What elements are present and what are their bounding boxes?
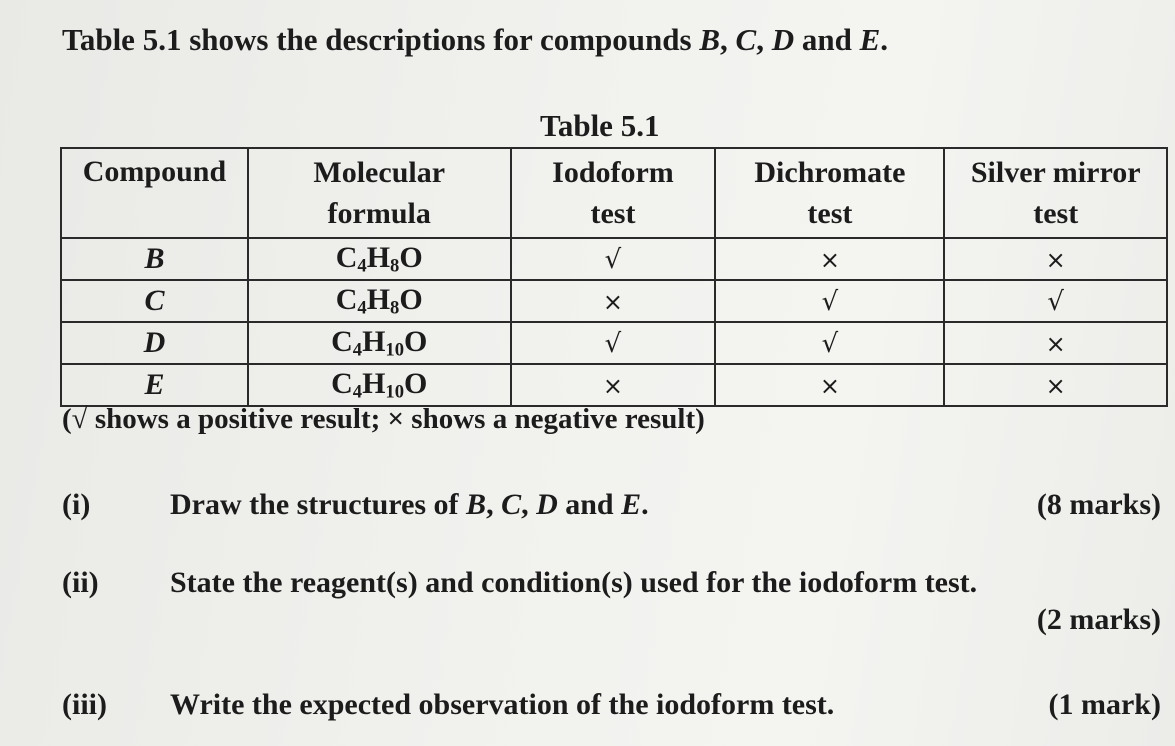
cell-compound: E <box>61 364 248 406</box>
separator: and <box>794 22 860 57</box>
cell-iodoform <box>511 238 716 280</box>
header-label: test <box>1033 197 1079 230</box>
question-text-part: Draw the structures of <box>170 488 467 521</box>
formula-subscript: 8 <box>390 255 400 277</box>
cell-formula <box>248 322 511 364</box>
compound-ref: B <box>699 22 721 57</box>
formula-subscript: 4 <box>357 255 367 277</box>
header-label: Iodoform <box>552 156 674 189</box>
table-title: Table 5.1 <box>540 108 660 143</box>
table-header-row <box>61 148 1167 238</box>
formula-part: C <box>331 324 353 358</box>
negative-cross-icon: × <box>1045 330 1066 358</box>
formula-subscript: 8 <box>390 297 400 319</box>
header-label: test <box>807 197 853 230</box>
table-row <box>61 238 1167 280</box>
positive-check-icon: √ <box>821 329 839 359</box>
negative-cross-icon: × <box>819 372 840 400</box>
question-number: (ii) <box>62 566 99 599</box>
header-label: Dichromate <box>754 156 906 189</box>
formula-subscript: 4 <box>357 297 367 319</box>
positive-check-icon: √ <box>1047 287 1064 317</box>
cell-silver-mirror <box>944 322 1167 364</box>
formula-part: C <box>335 240 358 274</box>
formula-part: H <box>362 324 386 358</box>
negative-cross-icon: × <box>1045 372 1066 400</box>
positive-check-icon: √ <box>604 245 622 275</box>
cell-silver-mirror <box>944 364 1167 406</box>
formula-subscript: 10 <box>385 381 404 403</box>
cell-formula <box>248 238 511 280</box>
cell-silver-mirror <box>944 238 1167 280</box>
formula-subscript: 10 <box>385 339 404 361</box>
intro-sentence <box>62 22 888 58</box>
intro-text: Table 5.1 shows the descriptions for compounds <box>62 22 700 57</box>
cell-dichromate <box>715 322 944 364</box>
cell-iodoform <box>511 322 716 364</box>
separator: and <box>557 488 622 521</box>
formula-part: C <box>331 366 353 400</box>
formula-part: O <box>399 282 423 316</box>
cell-compound: D <box>61 322 248 364</box>
header-label: Molecular <box>313 156 446 189</box>
separator: , <box>720 22 736 57</box>
formula-part: H <box>366 282 391 316</box>
compound-ref: C <box>501 488 522 521</box>
compound-table <box>60 147 1168 407</box>
separator: , <box>521 488 537 521</box>
cell-iodoform <box>511 280 716 322</box>
table-row <box>61 364 1167 406</box>
separator: , <box>756 22 772 57</box>
formula-part: O <box>404 324 428 358</box>
question-number: (iii) <box>62 688 107 721</box>
question-text: State the reagent(s) and condition(s) used for the iodoform test. <box>170 566 978 599</box>
cell-dichromate <box>715 280 944 322</box>
question-text: Write the expected observation of the iodoform test. <box>170 688 835 721</box>
header-label: test <box>590 197 636 230</box>
cell-dichromate <box>715 364 944 406</box>
cell-compound: C <box>61 280 248 322</box>
cell-iodoform <box>511 364 716 406</box>
cell-dichromate <box>715 238 944 280</box>
negative-cross-icon: × <box>602 372 624 400</box>
header-dichromate-test <box>715 148 944 238</box>
header-compound <box>61 148 248 238</box>
table-legend: (√ shows a positive result; × shows a negative result) <box>62 403 705 435</box>
negative-cross-icon: × <box>602 288 624 316</box>
compound-ref: E <box>859 22 881 57</box>
header-iodoform-test <box>511 148 716 238</box>
header-molecular-formula <box>248 148 511 238</box>
cell-formula <box>248 364 511 406</box>
table-row <box>61 280 1167 322</box>
positive-check-icon: √ <box>604 329 622 359</box>
compound-ref: E <box>621 488 642 521</box>
header-label: formula <box>327 197 431 230</box>
separator: . <box>641 488 649 521</box>
negative-cross-icon: × <box>819 246 840 274</box>
table-row <box>61 322 1167 364</box>
cell-silver-mirror <box>944 280 1167 322</box>
formula-part: C <box>335 282 358 316</box>
cell-compound: B <box>61 238 248 280</box>
positive-check-icon: √ <box>821 287 839 317</box>
separator: . <box>880 22 889 57</box>
question-number: (i) <box>62 488 91 521</box>
cell-formula <box>248 280 511 322</box>
separator: , <box>486 488 502 521</box>
compound-ref: C <box>735 22 757 57</box>
formula-part: O <box>404 366 428 400</box>
marks-label: (2 marks) <box>1036 603 1161 636</box>
question-text <box>170 488 649 522</box>
formula-part: O <box>399 240 423 274</box>
compound-ref: B <box>466 488 487 521</box>
formula-subscript: 4 <box>352 381 363 403</box>
formula-part: H <box>366 240 391 274</box>
formula-part: H <box>362 366 386 400</box>
negative-cross-icon: × <box>1045 246 1066 274</box>
header-label: Silver mirror <box>970 156 1141 189</box>
header-label: Compound <box>82 155 227 188</box>
marks-label: (8 marks) <box>1036 488 1161 521</box>
formula-subscript: 4 <box>352 339 363 361</box>
header-silver-mirror-test <box>944 148 1167 238</box>
compound-ref: D <box>536 488 558 521</box>
compound-ref: D <box>771 22 795 57</box>
marks-label: (1 mark) <box>1048 688 1161 721</box>
